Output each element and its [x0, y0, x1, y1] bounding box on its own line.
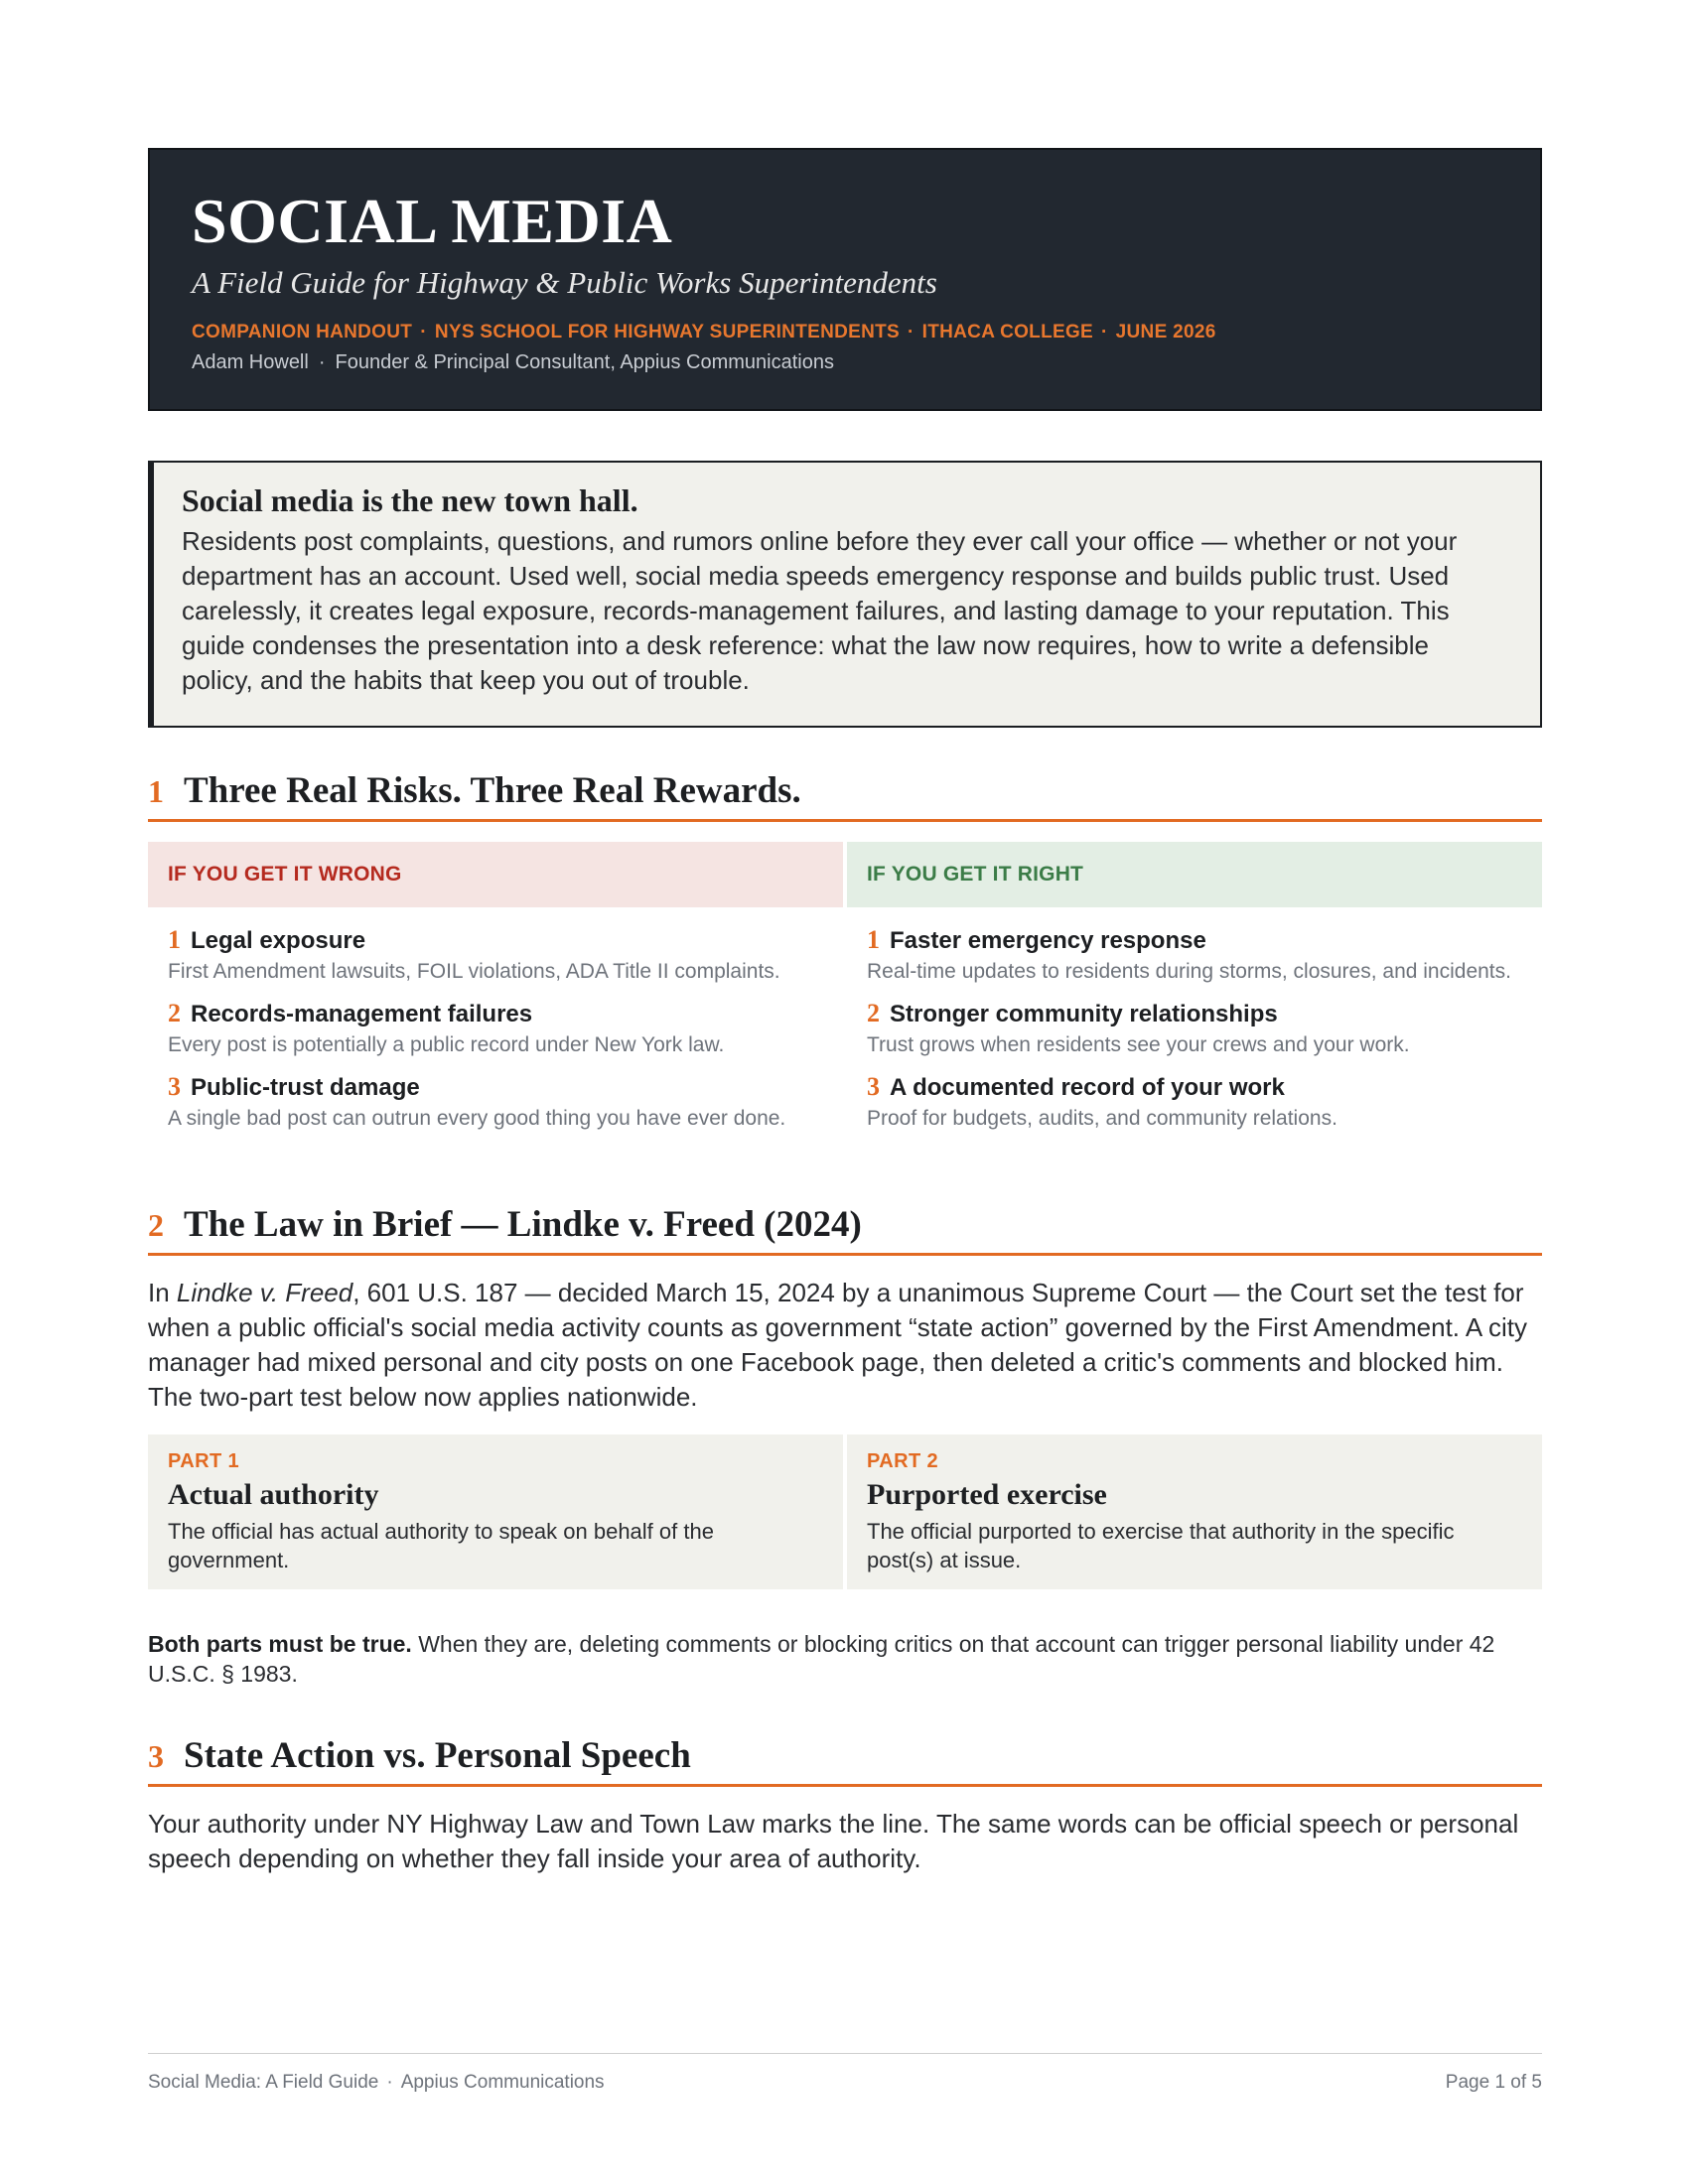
- list-item: [867, 925, 1522, 985]
- list-item: [168, 1072, 823, 1132]
- callout-title: Social media is the new town hall.: [182, 482, 638, 518]
- intro-callout: [148, 461, 1542, 728]
- item-description: Trust grows when residents see your crews and your work.: [867, 1033, 1410, 1056]
- text-run: When they are, deleting comments or blocking critics on that account can trigger personal liability under 42 U.S.C. § 1983.: [148, 1631, 1495, 1687]
- separator: ·: [1101, 322, 1108, 342]
- page: [148, 148, 1542, 1876]
- law-intro-paragraph: [148, 1276, 1542, 1415]
- footer-left: [148, 2072, 605, 2094]
- list-item: [168, 999, 823, 1058]
- section-body: Your authority under NY Highway Law and Town Law marks the line. The same words can be official speech or personal speech depending on whether they fall inside your area of authority.: [148, 1809, 1519, 1873]
- author-line: [192, 348, 1498, 376]
- test-part-2: [847, 1434, 1542, 1589]
- part-label: PART 1: [168, 1450, 240, 1472]
- section-number: 2: [148, 1207, 164, 1243]
- section-heading: [148, 1734, 1542, 1787]
- title-banner: [148, 148, 1542, 411]
- part-title: Actual authority: [168, 1478, 379, 1511]
- item-description: A single bad post can outrun every good thing you have ever done.: [168, 1107, 786, 1130]
- footer-org: Appius Communications: [400, 2072, 605, 2093]
- law-conclusion: [148, 1629, 1542, 1689]
- item-title: Stronger community relationships: [890, 1001, 1278, 1027]
- text-run: In: [148, 1278, 177, 1307]
- list-item: [867, 999, 1522, 1058]
- item-description: Real-time updates to residents during storms, closures, and incidents.: [867, 960, 1511, 983]
- item-description: Proof for budgets, audits, and community relations.: [867, 1107, 1337, 1130]
- meta-item: ITHACA COLLEGE: [921, 322, 1094, 342]
- section-heading: [148, 1203, 1542, 1256]
- conclusion-emphasis: Both parts must be true.: [148, 1631, 412, 1657]
- section-title: The Law in Brief — Lindke v. Freed (2024): [184, 1204, 862, 1245]
- two-part-test: [148, 1434, 1542, 1589]
- item-number: 2: [168, 999, 181, 1027]
- page-number: Page 1 of 5: [1445, 2072, 1542, 2093]
- footer-title: Social Media: A Field Guide: [148, 2072, 379, 2093]
- separator: ·: [318, 351, 326, 373]
- document-meta: [192, 321, 1498, 344]
- item-description: First Amendment lawsuits, FOIL violations, ADA Title II complaints.: [168, 960, 780, 983]
- item-title: Faster emergency response: [890, 927, 1206, 954]
- item-title: Public-trust damage: [191, 1074, 420, 1101]
- separator: ·: [908, 322, 914, 342]
- item-number: 1: [867, 925, 880, 954]
- section-number: 3: [148, 1738, 164, 1774]
- item-title: Records-management failures: [191, 1001, 533, 1027]
- rewards-column: [845, 842, 1542, 1146]
- meta-item: JUNE 2026: [1115, 322, 1216, 342]
- item-title: Legal exposure: [191, 927, 366, 954]
- item-number: 2: [867, 999, 880, 1027]
- page-footer: [148, 2053, 1542, 2094]
- item-number: 3: [168, 1072, 181, 1101]
- text-run: , 601 U.S. 187 — decided March 15, 2024 by a unanimous Supreme Court — the Court set the test for when a public official's social media activity counts as government “state action” governed by the First Amendment. A city manager had mixed personal and city posts on one Facebook page, then deleted a critic's comments and blocked him. The two-part test below now applies nationwide.: [148, 1278, 1527, 1412]
- meta-item: NYS SCHOOL FOR HIGHWAY SUPERINTENDENTS: [434, 322, 900, 342]
- part-description: The official purported to exercise that authority in the specific post(s) at issue.: [867, 1519, 1455, 1572]
- item-description: Every post is potentially a public record under New York law.: [168, 1033, 725, 1056]
- risks-header: IF YOU GET IT WRONG: [148, 842, 843, 907]
- author-name: Adam Howell: [192, 351, 309, 373]
- document-title: SOCIAL MEDIA: [192, 186, 673, 256]
- separator: ·: [386, 2072, 393, 2093]
- section-number: 1: [148, 773, 164, 809]
- rewards-header: IF YOU GET IT RIGHT: [847, 842, 1542, 907]
- separator: ·: [420, 322, 427, 342]
- risks-column: [148, 842, 845, 1146]
- list-item: [867, 1072, 1522, 1132]
- part-description: The official has actual authority to speak on behalf of the government.: [168, 1519, 714, 1572]
- case-name: Lindke v. Freed: [176, 1278, 353, 1307]
- document-subtitle: A Field Guide for Highway & Public Works Superintendents: [192, 265, 937, 300]
- item-title: A documented record of your work: [890, 1074, 1285, 1101]
- part-label: PART 2: [867, 1450, 939, 1472]
- section-heading: [148, 769, 1542, 822]
- section-title: Three Real Risks. Three Real Rewards.: [184, 770, 801, 811]
- author-role: Founder & Principal Consultant, Appius Communications: [335, 351, 834, 373]
- item-number: 3: [867, 1072, 880, 1101]
- part-title: Purported exercise: [867, 1478, 1107, 1511]
- test-part-1: [148, 1434, 843, 1589]
- item-number: 1: [168, 925, 181, 954]
- callout-body: Residents post complaints, questions, and rumors online before they ever call your office — whether or not your department has an account. Used well, social media speeds emergency response and builds public trust. Used carelessly, it creates legal exposure, records-management failures, and lasting damage to your reputation. This guide condenses the presentation into a desk reference: what the law now requires, how to write a defensible policy, and the habits that keep you out of trouble.: [182, 526, 1458, 695]
- list-item: [168, 925, 823, 985]
- risk-reward-table: [148, 842, 1542, 1146]
- meta-item: COMPANION HANDOUT: [192, 322, 413, 342]
- section-title: State Action vs. Personal Speech: [184, 1735, 691, 1776]
